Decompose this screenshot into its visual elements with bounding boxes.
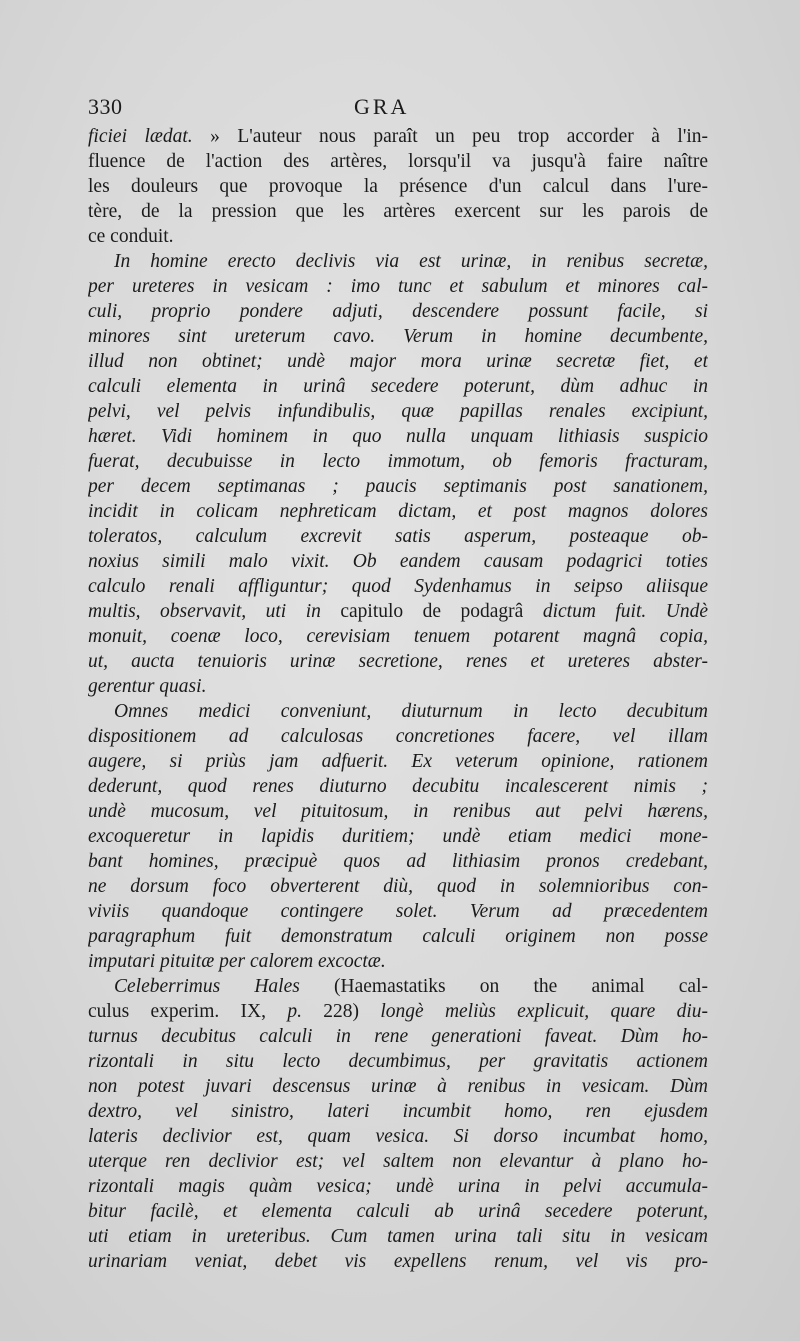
text-line	[88, 474, 708, 499]
text-line	[88, 724, 708, 749]
text-line	[88, 774, 708, 799]
text-segment: gerentur quasi.	[88, 676, 207, 697]
text-segment: calculi elementa in urinâ secedere poterunt, dùm adhuc in	[88, 376, 708, 397]
text-line	[88, 224, 708, 249]
text-segment: Omnes medici conveniunt, diuturnum in lecto decubitum	[114, 701, 708, 722]
text-line	[88, 799, 708, 824]
text-segment: ficiei lædat.	[88, 126, 211, 147]
text-segment: dextro, vel sinistro, lateri incumbit homo, ren ejusdem	[88, 1101, 708, 1122]
text-segment: ne dorsum foco obverterent diù, quod in solemnioribus con-	[88, 876, 708, 897]
text-segment: longè meliùs explicuit, quare diu-	[380, 1001, 708, 1022]
text-line	[88, 649, 708, 674]
text-line	[88, 349, 708, 374]
text-line	[88, 899, 708, 924]
text-line	[88, 499, 708, 524]
text-line	[88, 674, 708, 699]
text-segment: dederunt, quod renes diuturno decubitu incalescerent nimis ;	[88, 776, 708, 797]
text-segment: pelvi, vel pelvis infundibulis, quæ papillas renales excipiunt,	[88, 401, 708, 422]
text-line	[88, 624, 708, 649]
text-segment: les douleurs que provoque la présence d'un calcul dans l'ure-	[88, 176, 708, 197]
text-line	[88, 149, 708, 174]
text-segment: undè mucosum, vel pituitosum, in renibus aut pelvi hærens,	[88, 801, 708, 822]
text-segment: uterque ren declivior est; vel saltem non elevantur à plano ho-	[88, 1151, 708, 1172]
text-segment: toleratos, calculum excrevit satis asperum, posteaque ob-	[88, 526, 708, 547]
text-segment: multis, observavit, uti in	[88, 601, 341, 622]
text-line	[88, 249, 708, 274]
text-line	[88, 174, 708, 199]
text-segment: imputari pituitæ per calorem excoctæ.	[88, 951, 386, 972]
text-segment: culi, proprio pondere adjuti, descendere possunt facile, si	[88, 301, 708, 322]
text-line	[88, 1074, 708, 1099]
text-segment: » L'auteur nous paraît un peu trop accorder à l'in-	[210, 126, 708, 147]
text-segment: augere, si priùs jam adfuerit. Ex veterum opinione, rationem	[88, 751, 708, 772]
text-segment: ut, aucta tenuioris urinæ secretione, renes et ureteres abster-	[88, 651, 708, 672]
text-segment: non potest juvari descensus urinæ à renibus in vesicam. Dùm	[88, 1076, 708, 1097]
text-line	[88, 924, 708, 949]
text-line	[88, 874, 708, 899]
text-line	[88, 574, 708, 599]
text-line	[88, 1199, 708, 1224]
text-segment: p.	[287, 1001, 324, 1022]
text-line	[88, 974, 708, 999]
text-line	[88, 1049, 708, 1074]
text-line	[88, 199, 708, 224]
text-segment: hæret. Vidi hominem in quo nulla unquam lithiasis suspicio	[88, 426, 708, 447]
text-line	[88, 424, 708, 449]
text-line	[88, 374, 708, 399]
text-line	[88, 1024, 708, 1049]
text-segment: paragraphum fuit demonstratum calculi originem non posse	[88, 926, 708, 947]
text-segment: per decem septimanas ; paucis septimanis post sanationem,	[88, 476, 708, 497]
text-line	[88, 399, 708, 424]
text-segment: rizontali in situ lecto decumbimus, per gravitatis actionem	[88, 1051, 708, 1072]
text-line	[88, 299, 708, 324]
text-line	[88, 849, 708, 874]
text-line	[88, 699, 708, 724]
text-segment: incidit in colicam nephreticam dictam, et post magnos dolores	[88, 501, 708, 522]
text-segment: noxius simili malo vixit. Ob eandem causam podagrici toties	[88, 551, 708, 572]
text-segment: lateris declivior est, quam vesica. Si dorso incumbat homo,	[88, 1126, 708, 1147]
text-segment: tère, de la pression que les artères exercent sur les parois de	[88, 201, 708, 222]
text-line	[88, 549, 708, 574]
text-segment: fluence de l'action des artères, lorsqu'il va jusqu'à faire naître	[88, 151, 708, 172]
text-segment: monuit, coenæ loco, cerevisiam tenuem potarent magnâ copia,	[88, 626, 708, 647]
text-line	[88, 749, 708, 774]
text-line	[88, 999, 708, 1024]
text-segment: illud non obtinet; undè major mora urinæ secretæ fiet, et	[88, 351, 708, 372]
page-header	[88, 94, 708, 124]
body-text	[88, 124, 708, 1274]
page-number: 330	[88, 94, 123, 119]
text-line	[88, 1099, 708, 1124]
text-line	[88, 1124, 708, 1149]
text-segment: fuerat, decubuisse in lecto immotum, ob femoris fracturam,	[88, 451, 708, 472]
text-segment: bant homines, præcipuè quos ad lithiasim pronos credebant,	[88, 851, 708, 872]
text-segment: dictum fuit. Undè	[542, 601, 708, 622]
text-segment: uti etiam in ureteribus. Cum tamen urina tali situ in vesicam	[88, 1226, 708, 1247]
text-segment: (Haemastatiks on the animal cal-	[334, 976, 708, 997]
text-line	[88, 274, 708, 299]
text-line	[88, 124, 708, 149]
text-segment: turnus decubitus calculi in rene generationi faveat. Dùm ho-	[88, 1026, 708, 1047]
text-line	[88, 324, 708, 349]
text-segment: Celeberrimus Hales	[114, 976, 335, 997]
text-segment: urinariam veniat, debet vis expellens renum, vel vis pro-	[88, 1251, 708, 1272]
text-segment: per ureteres in vesicam : imo tunc et sabulum et minores cal-	[88, 276, 708, 297]
text-segment: excoqueretur in lapidis duritiem; undè etiam medici mone-	[88, 826, 708, 847]
text-line	[88, 449, 708, 474]
text-line	[88, 1224, 708, 1249]
text-segment: ce conduit.	[88, 226, 174, 247]
text-segment: capitulo de podagrâ	[340, 601, 543, 622]
text-line	[88, 1149, 708, 1174]
text-segment: 228)	[323, 1001, 381, 1022]
text-segment: bitur facilè, et elementa calculi ab urinâ secedere poterunt,	[88, 1201, 708, 1222]
text-segment: calculo renali affliguntur; quod Sydenhamus in seipso aliisque	[88, 576, 708, 597]
text-segment: rizontali magis quàm vesica; undè urina in pelvi accumula-	[88, 1176, 708, 1197]
text-segment: culus experim. IX,	[88, 1001, 288, 1022]
text-line	[88, 949, 708, 974]
text-segment: viviis quandoque contingere solet. Verum ad præcedentem	[88, 901, 708, 922]
running-head: GRA	[354, 94, 410, 119]
text-segment: minores sint ureterum cavo. Verum in homine decumbente,	[88, 326, 708, 347]
text-line	[88, 524, 708, 549]
text-line	[88, 599, 708, 624]
text-line	[88, 824, 708, 849]
text-segment: In homine erecto declivis via est urinæ, in renibus secretæ,	[114, 251, 708, 272]
text-line	[88, 1174, 708, 1199]
text-line	[88, 1249, 708, 1274]
text-segment: dispositionem ad calculosas concretiones facere, vel illam	[88, 726, 708, 747]
